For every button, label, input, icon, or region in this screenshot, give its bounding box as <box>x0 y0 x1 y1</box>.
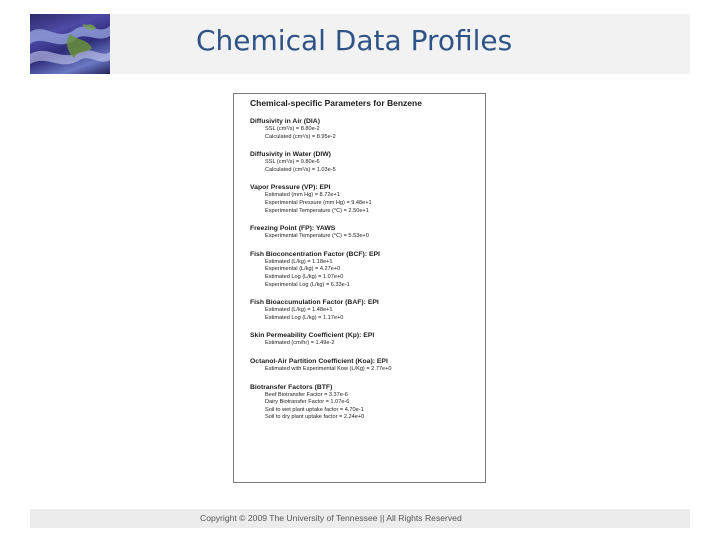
parameter-section <box>250 357 477 374</box>
parameter-value-line: Soil to wet plant uptake factor = 4.70e-1 <box>265 406 364 413</box>
parameter-sections <box>250 117 477 422</box>
slide-title: Chemical Data Profiles <box>196 24 513 57</box>
section-title: Vapor Pressure (VP): EPI <box>250 184 331 192</box>
earth-satellite-logo <box>30 14 110 74</box>
parameter-value-line: Estimated with Experimental Kow (L/Kg) = 2.77e+0 <box>265 365 392 372</box>
parameter-section <box>250 298 477 322</box>
section-title: Skin Permeability Coefficient (Kp): EPI <box>250 332 375 340</box>
parameter-value-line: Estimated (mm Hg) = 8.72e+1 <box>265 192 340 199</box>
parameter-section <box>250 331 477 348</box>
section-title: Freezing Point (FP): YAWS <box>250 225 336 233</box>
parameter-value-line: Dairy Biotransfer Factor = 1.07e-6 <box>265 399 350 406</box>
parameter-value-line: Soil to dry plant uptake factor = 2.24e+0 <box>265 414 365 421</box>
parameter-section <box>250 224 477 241</box>
parameter-value-line: Calculated (cm²/s) = 8.95e-2 <box>265 133 336 140</box>
parameter-section <box>250 250 477 289</box>
parameter-value-line: Beef Biotransfer Factor = 3.37e-6 <box>265 391 348 398</box>
parameter-value-line: SSL (cm²/s) = 8.80e-2 <box>265 126 320 132</box>
section-title: Diffusivity in Air (DIA) <box>250 118 320 125</box>
section-title: Octanol-Air Partition Coefficient (Koa): EPI <box>250 357 388 365</box>
parameter-value-line: SSL (cm²/s) = 9.80e-6 <box>265 159 320 166</box>
parameter-section <box>250 383 477 422</box>
copyright-notice: Copyright © 2009 The University of Tennessee || All Rights Reserved <box>200 513 462 523</box>
parameter-value-line: Estimated (L/kg) = 1.18e+1 <box>265 258 333 265</box>
parameter-value-line: Estimated Log (L/kg) = 1.07e+0 <box>265 273 344 280</box>
section-title: Biotransfer Factors (BTF) <box>250 383 333 391</box>
parameter-value-line: Estimated (cm/hr) = 1.49e-2 <box>265 340 335 347</box>
parameter-value-line: Experimental Temperature (°C) = 5.53e+0 <box>265 233 369 240</box>
section-title: Fish Bioaccumulation Factor (BAF): EPI <box>250 299 379 307</box>
parameter-section <box>250 150 477 174</box>
document-title: Chemical-specific Parameters for Benzene <box>250 98 422 108</box>
parameter-section <box>250 183 477 215</box>
parameter-value-line: Estimated Log (L/kg) = 1.17e+0 <box>265 314 344 321</box>
parameter-value-line: Experimental Temperature (°C) = 2.50e+1 <box>265 207 369 214</box>
parameter-value-line: Experimental Log (L/kg) = 6.33e-1 <box>265 281 350 288</box>
section-title: Fish Bioconcentration Factor (BCF): EPI <box>250 250 380 258</box>
parameter-value-line: Experimental (L/kg) = 4.27e+0 <box>265 266 341 273</box>
benzene-parameters-document <box>233 93 486 483</box>
parameter-section <box>250 117 477 141</box>
parameter-value-line: Calculated (cm²/s) = 1.03e-5 <box>265 166 336 173</box>
section-title: Diffusivity in Water (DIW) <box>250 151 331 159</box>
parameter-value-line: Experimental Pressure (mm Hg) = 9.48e+1 <box>265 199 372 206</box>
parameter-value-line: Estimated (L/kg) = 1.48e+1 <box>265 307 333 314</box>
